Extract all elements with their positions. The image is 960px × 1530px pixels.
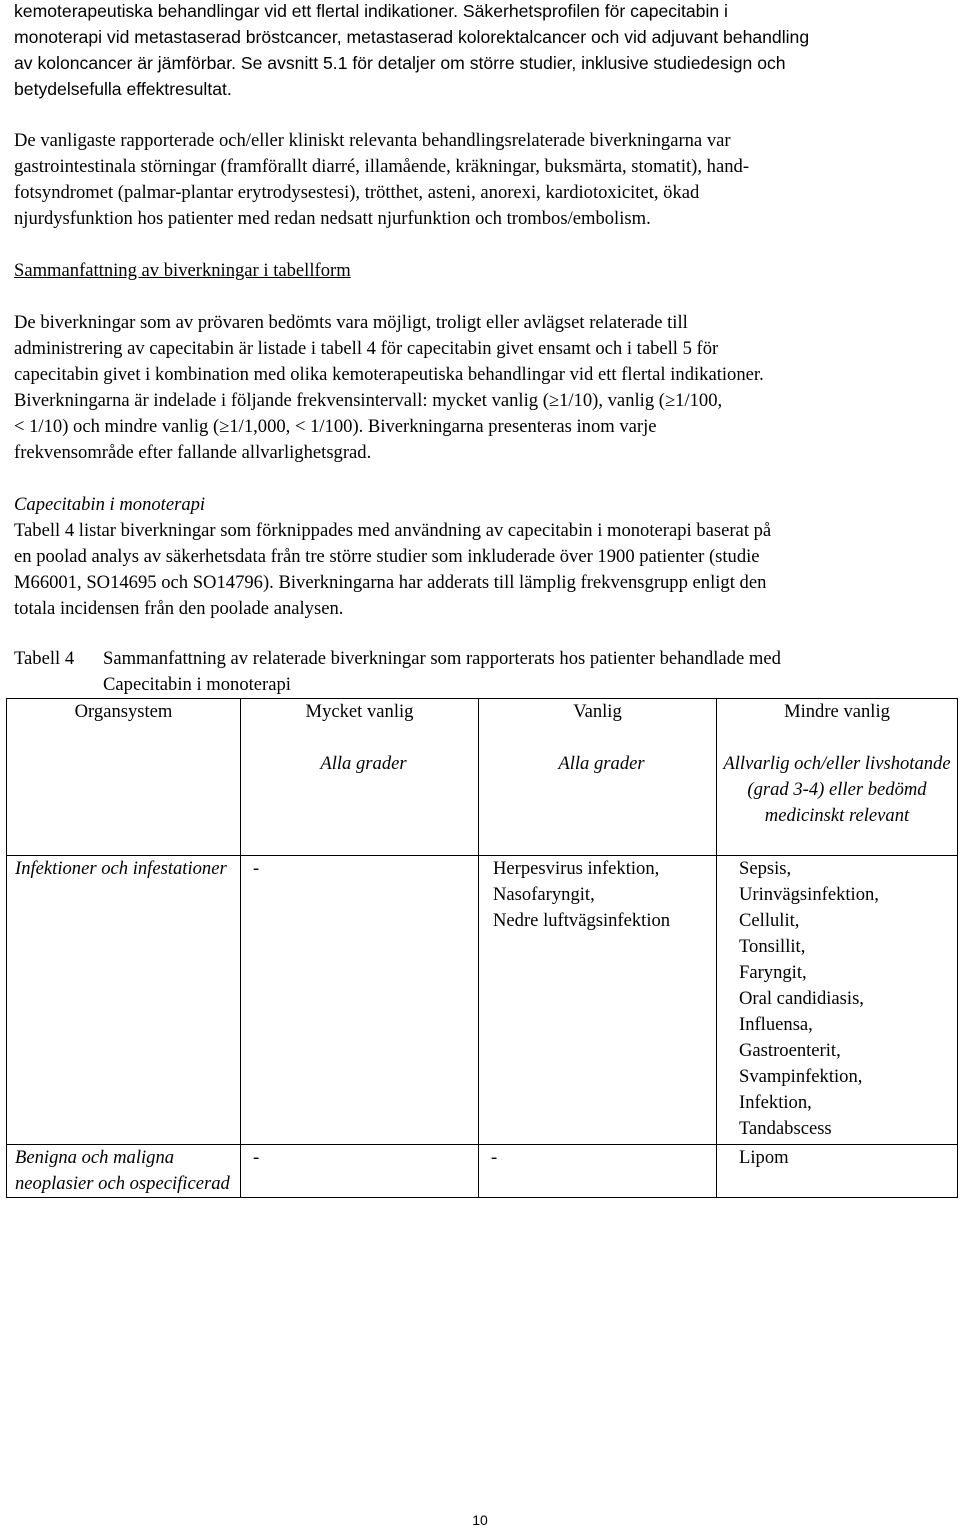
common-item: Nedre luftvägsinfektion	[493, 910, 671, 931]
uncommon-item: Gastroenterit,	[739, 1040, 841, 1061]
row-uncommon: Lipom	[717, 1145, 958, 1198]
common-line: fotsyndromet (palmar-plantar erytrodysestesi), trötthet, asteni, anorexi, kardiotoxicitet, ökad	[14, 182, 700, 203]
row-organ: Infektioner och infestationer	[7, 856, 241, 1145]
mono-line: Tabell 4 listar biverkningar som förknippades med användning av capecitabin i monoterapi baserat på	[14, 520, 772, 541]
page-number: 10	[472, 1512, 488, 1528]
caption-line: Capecitabin i monoterapi	[103, 674, 291, 695]
common-line: De vanligaste rapporterade och/eller kliniskt relevanta behandlingsrelaterade biverkningarna var	[14, 130, 731, 151]
common-reactions-paragraph	[14, 128, 944, 232]
row-organ: Benigna och maligna neoplasier och ospecificerad	[7, 1145, 241, 1198]
table-subheader-row	[7, 725, 958, 856]
intro-line: monoterapi vid metastaserad bröstcancer, metastaserad kolorektalcancer och vid adjuvant behandling	[14, 27, 810, 47]
uncommon-item: Tonsillit,	[739, 936, 806, 957]
summary-line: < 1/10) och mindre vanlig (≥1/1,000, < 1/100). Biverkningarna presenteras inom varje	[14, 416, 657, 437]
intro-line: kemoterapeutiska behandlingar vid ett flertal indikationer. Säkerhetsprofilen för capecitabin i	[14, 1, 728, 21]
row-common	[479, 856, 717, 1145]
summary-line: administrering av capecitabin är listade i tabell 4 för capecitabin givet ensamt och i tabell 5 för	[14, 338, 719, 359]
subheader-uncommon: Allvarlig och/eller livshotande (grad 3-4) eller bedömd medicinskt relevant	[717, 725, 958, 856]
monotherapy-heading: Capecitabin i monoterapi	[14, 494, 206, 515]
table-row	[7, 856, 958, 1145]
uncommon-item: Cellulit,	[739, 910, 800, 931]
subheader-very-common: Alla grader	[241, 725, 479, 856]
uncommon-item: Svampinfektion,	[739, 1066, 863, 1087]
summary-line: Biverkningarna är indelade i följande frekvensintervall: mycket vanlig (≥1/10), vanlig (≥1/100,	[14, 390, 723, 411]
uncommon-item: Faryngit,	[739, 962, 807, 983]
row-uncommon	[717, 856, 958, 1145]
header-very-common: Mycket vanlig	[241, 699, 479, 726]
table-row	[7, 1145, 958, 1198]
row-very-common: -	[241, 1145, 479, 1198]
intro-line: betydelsefulla effektresultat.	[14, 79, 232, 99]
row-very-common: -	[241, 856, 479, 1145]
row-common: -	[479, 1145, 717, 1198]
summary-line: frekvensområde efter fallande allvarlighetsgrad.	[14, 442, 372, 463]
intro-line: av koloncancer är jämförbar. Se avsnitt 5.1 för detaljer om större studier, inklusive studiedesign och	[14, 53, 786, 73]
header-common: Vanlig	[479, 699, 717, 726]
common-line: njurdysfunktion hos patienter med redan nedsatt njurfunktion och trombos/embolism.	[14, 208, 651, 229]
header-organ: Organsystem	[7, 699, 241, 726]
mono-line: totala incidensen från den poolade analysen.	[14, 598, 344, 619]
common-line: gastrointestinala störningar (framförallt diarré, illamående, kräkningar, buksmärta, stomatit), hand-	[14, 156, 750, 177]
uncommon-item: Urinvägsinfektion,	[739, 884, 879, 905]
subheader-common: Alla grader	[479, 725, 717, 856]
mono-line: M66001, SO14695 och SO14796). Biverkningarna har adderats till lämplig frekvensgrupp enligt den	[14, 572, 767, 593]
uncommon-item: Sepsis,	[739, 858, 792, 879]
uncommon-item: Influensa,	[739, 1014, 813, 1035]
summary-line: De biverkningar som av prövaren bedömts vara möjligt, troligt eller avlägset relaterade till	[14, 312, 688, 333]
monotherapy-paragraph	[14, 518, 944, 622]
header-uncommon: Mindre vanlig	[717, 699, 958, 726]
table-caption-text	[103, 646, 781, 698]
table-caption-label: Tabell 4	[14, 648, 75, 669]
subheader-organ	[7, 725, 241, 856]
common-item: Nasofaryngit,	[493, 884, 595, 905]
summary-paragraph	[14, 310, 944, 466]
summary-line: capecitabin givet i kombination med olika kemoterapeutiska behandlingar vid ett flertal indikationer.	[14, 364, 764, 385]
uncommon-item: Infektion,	[739, 1092, 812, 1113]
table-header-row	[7, 699, 958, 726]
mono-line: en poolad analys av säkerhetsdata från tre större studier som inkluderade över 1900 patienter (studie	[14, 546, 760, 567]
intro-paragraph	[14, 0, 944, 102]
uncommon-item: Tandabscess	[739, 1118, 832, 1139]
common-item: Herpesvirus infektion,	[493, 858, 660, 879]
summary-heading: Sammanfattning av biverkningar i tabellform	[14, 260, 351, 281]
caption-line: Sammanfattning av relaterade biverkningar som rapporterats hos patienter behandlade med	[103, 648, 781, 669]
uncommon-item: Oral candidiasis,	[739, 988, 864, 1009]
adverse-reactions-table	[6, 698, 958, 1198]
